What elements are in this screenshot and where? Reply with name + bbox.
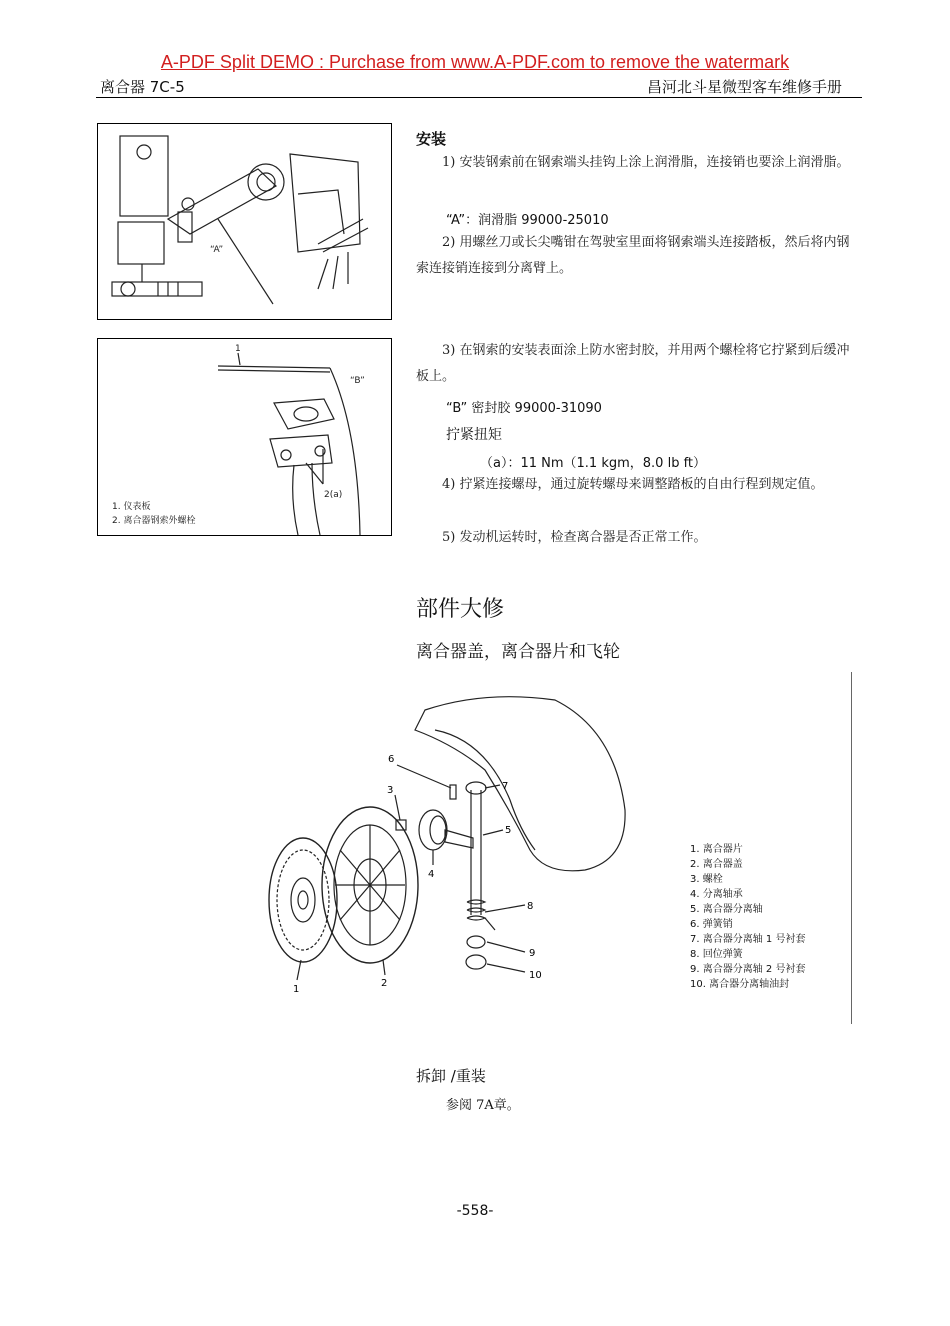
figure-cable-hook-drawing xyxy=(98,124,391,319)
header-chapter: 离合器 7C-5 xyxy=(100,78,185,96)
callout-5: 5 xyxy=(505,825,512,836)
legend-item: 3. 螺栓 xyxy=(690,874,723,885)
callout-7: 7 xyxy=(502,781,509,792)
header-rule xyxy=(96,97,862,98)
diagram-side-rule xyxy=(851,672,852,1024)
legend-item: 2. 离合器盖 xyxy=(690,859,743,870)
grease-spec: “A”：润滑脂 99000-25010 xyxy=(446,213,609,228)
legend-item: 8. 回位弹簧 xyxy=(690,949,743,960)
callout-4: 4 xyxy=(428,869,435,880)
legend-item: 7. 离合器分离轴 1 号衬套 xyxy=(690,934,806,945)
install-step-3: 3) 在钢索的安装表面涂上防水密封胶，并用两个螺栓将它拧紧到后缓冲板上。 xyxy=(416,343,850,384)
section-title: 部件大修 xyxy=(416,597,505,622)
legend-item: 5. 离合器分离轴 xyxy=(690,904,763,915)
torque-heading: 拧紧扭矩 xyxy=(446,427,502,443)
section-subtitle: 离合器盖，离合器片和飞轮 xyxy=(416,642,620,662)
fig1-callout-a: “A” xyxy=(210,245,224,255)
sealant-spec: “B” 密封胶 99000-31090 xyxy=(446,401,602,416)
install-step-5: 5) 发动机运转时，检查离合器是否正常工作。 xyxy=(442,530,707,545)
clutch-exploded-diagram xyxy=(255,690,635,1010)
diagram-legend xyxy=(690,842,805,992)
fig2-callout-2a: 2(a) xyxy=(324,490,343,500)
install-step-4: 4) 拧紧连接螺母，通过旋转螺母来调整踏板的自由行程到规定值。 xyxy=(442,477,824,492)
page-number: -558- xyxy=(456,1203,494,1219)
callout-8: 8 xyxy=(527,901,534,912)
legend-item: 10. 离合器分离轴油封 xyxy=(690,979,790,990)
watermark-banner: A-PDF Split DEMO : Purchase from www.A-PDF.com to remove the watermark xyxy=(160,52,790,72)
install-step-2: 2) 用螺丝刀或长尖嘴钳在驾驶室里面将钢索端头连接踏板，然后将内钢索连接销连接到分离臂上。 xyxy=(416,235,850,276)
fig2-legend-2: 2. 离合器钢索外螺栓 xyxy=(112,516,196,526)
callout-3: 3 xyxy=(387,785,394,796)
legend-item: 6. 弹簧销 xyxy=(690,919,733,930)
disassembly-reference: 参阅 7A章。 xyxy=(446,1098,520,1113)
callout-1: 1 xyxy=(293,984,300,995)
callout-10: 10 xyxy=(529,970,542,981)
fig2-callout-b: “B” xyxy=(350,376,365,386)
install-heading: 安装 xyxy=(416,130,447,148)
fig2-callout-1: 1 xyxy=(235,344,241,354)
legend-item: 1. 离合器片 xyxy=(690,844,743,855)
callout-9: 9 xyxy=(529,948,536,959)
figure-cable-hook xyxy=(97,123,392,320)
figure-cable-bulkhead-drawing xyxy=(98,339,391,535)
fig2-legend-1: 1. 仪表板 xyxy=(112,502,151,512)
disassembly-heading: 拆卸 /重装 xyxy=(416,1067,486,1085)
legend-item: 4. 分离轴承 xyxy=(690,889,743,900)
install-step-1: 1) 安装钢索前在钢索端头挂钩上涂上润滑脂，连接销也要涂上润滑脂。 xyxy=(442,155,850,170)
figure-cable-bulkhead xyxy=(97,338,392,536)
callout-6: 6 xyxy=(388,754,395,765)
callout-2: 2 xyxy=(381,978,388,989)
torque-value: （a）：11 Nm（1.1 kgm，8.0 lb ft） xyxy=(480,456,707,471)
legend-item: 9. 离合器分离轴 2 号衬套 xyxy=(690,964,806,975)
header-book-title: 昌河北斗星微型客车维修手册 xyxy=(646,78,842,96)
